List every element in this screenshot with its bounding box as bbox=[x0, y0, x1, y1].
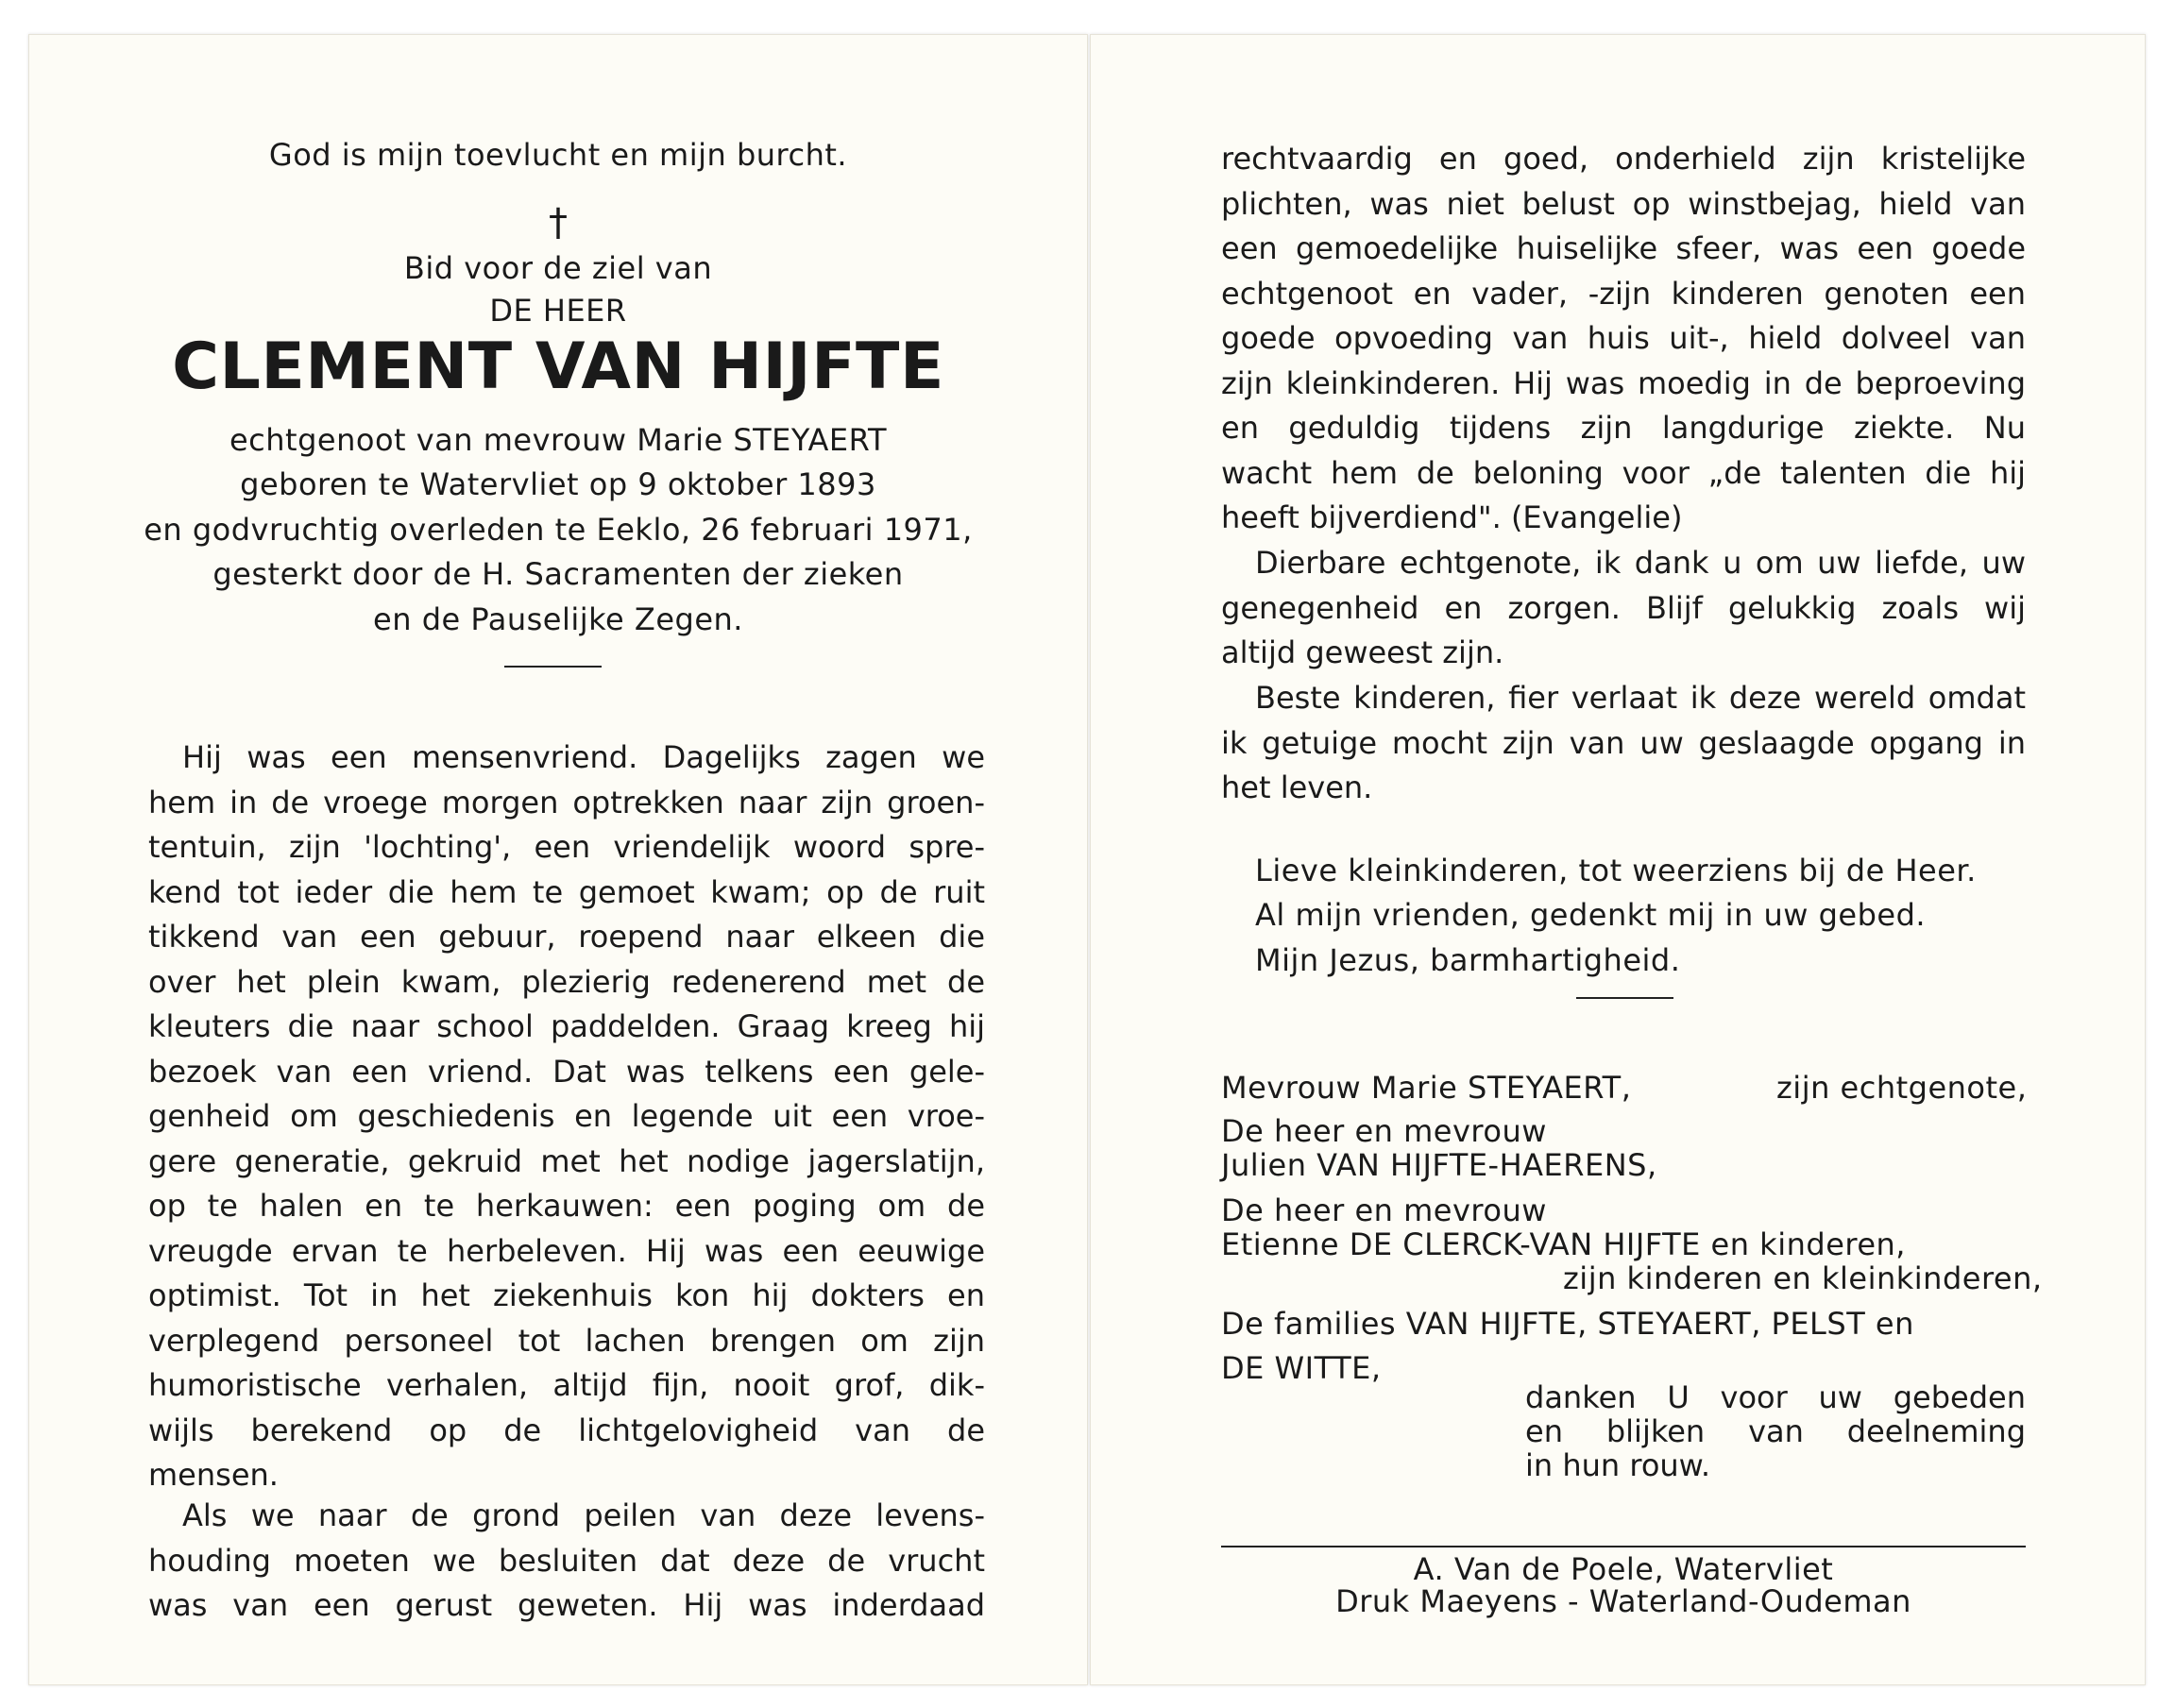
wife-role: zijn echtgenote, bbox=[1776, 1070, 2028, 1106]
pray-line: Bid voor de ziel van bbox=[403, 250, 713, 286]
text-line: genheid om geschiedenis en legende uit een vroe- bbox=[148, 1098, 985, 1134]
printer-line-2: Druk Maeyens - Waterland-Oudeman bbox=[1335, 1583, 1911, 1619]
right-page bbox=[1090, 34, 2146, 1685]
families-line-2: DE WITTE, bbox=[1221, 1350, 1382, 1386]
text-line: wacht hem de beloning voor „de talenten die hij bbox=[1221, 454, 2026, 491]
text-line: humoristische verhalen, altijd fijn, nooit grof, dik- bbox=[148, 1367, 985, 1403]
detail-sacraments: gesterkt door de H. Sacramenten der zieken bbox=[212, 556, 904, 592]
text-line: plichten, was niet belust op winstbejag, hield van bbox=[1221, 185, 2026, 222]
text-line: kend tot ieder die hem te gemoet kwam; op de ruit bbox=[148, 873, 985, 910]
text-line: een gemoedelijke huiselijke sfeer, was een goede bbox=[1221, 230, 2026, 266]
divider bbox=[504, 666, 602, 668]
text-line: gere generatie, gekruid met het nodige jagerslatijn, bbox=[148, 1142, 985, 1179]
text-line: in hun rouw. bbox=[1525, 1447, 1711, 1483]
text-line: danken U voor uw gebeden bbox=[1525, 1379, 2026, 1415]
couple1-title: De heer en mevrouw bbox=[1221, 1113, 1547, 1149]
text-line: op te halen en te herkauwen: een poging om de bbox=[148, 1188, 985, 1224]
detail-blessing: en de Pauselijke Zegen. bbox=[373, 601, 743, 637]
text-line: en geduldig tijdens zijn langdurige ziekte. Nu bbox=[1221, 410, 2026, 446]
thanks-block bbox=[1525, 1380, 2026, 1482]
farewell-grandchildren: Lieve kleinkinderen, tot weerziens bij de Heer. bbox=[1255, 853, 1977, 888]
text-line: mensen. bbox=[148, 1457, 279, 1493]
text-line: Hij was een mensenvriend. Dagelijks zagen we bbox=[182, 739, 985, 775]
detail-death: en godvruchtig overleden te Eeklo, 26 februari 1971, bbox=[144, 512, 973, 548]
text-line: hem in de vroege morgen optrekken naar zijn groen- bbox=[148, 784, 985, 820]
text-line: over het plein kwam, plezierig redenerend met de bbox=[148, 963, 985, 1000]
text-line: was van een gerust geweten. Hij was inderdaad bbox=[148, 1587, 985, 1623]
text-line: het leven. bbox=[1221, 769, 1373, 805]
text-line: wijls berekend op de lichtgelovigheid van de bbox=[148, 1412, 985, 1448]
text-line: Beste kinderen, fier verlaat ik deze wereld omdat bbox=[1255, 680, 2026, 716]
couple2-title: De heer en mevrouw bbox=[1221, 1192, 1547, 1228]
wife-name: Mevrouw Marie STEYAERT, bbox=[1221, 1070, 1632, 1106]
children-line: zijn kinderen en kleinkinderen, bbox=[1563, 1260, 2043, 1296]
text-line: tentuin, zijn 'lochting', een vriendelijk woord spre- bbox=[148, 829, 985, 865]
text-line: kleuters die naar school paddelden. Graag kreeg hij bbox=[148, 1008, 985, 1044]
motto: God is mijn toevlucht en mijn burcht. bbox=[268, 137, 848, 173]
eulogy-paragraph-2 bbox=[148, 1494, 985, 1629]
text-line: zijn kleinkinderen. Hij was moedig in de beproeving bbox=[1221, 364, 2026, 401]
couple2-names: Etienne DE CLERCK-VAN HIJFTE en kinderen, bbox=[1221, 1226, 1906, 1262]
detail-birth: geboren te Watervliet op 9 oktober 1893 bbox=[240, 466, 876, 502]
text-line: Als we naar de grond peilen van deze levens- bbox=[182, 1497, 985, 1533]
text-line: vreugde ervan te herbeleven. Hij was een eeuwige bbox=[148, 1232, 985, 1269]
text-line: bezoek van een vriend. Dat was telkens een gele- bbox=[148, 1053, 985, 1090]
text-line: echtgenoot en vader, -zijn kinderen genoten een bbox=[1221, 275, 2026, 312]
farewell-jesus: Mijn Jezus, barmhartigheid. bbox=[1255, 942, 1681, 978]
text-line: Dierbare echtgenote, ik dank u om uw liefde, uw bbox=[1255, 545, 2026, 581]
text-line: en blijken van deelneming bbox=[1525, 1413, 2026, 1449]
footer-rule bbox=[1221, 1546, 2026, 1547]
children-paragraph bbox=[1221, 676, 2026, 811]
text-line: heeft bijverdiend". (Evangelie) bbox=[1221, 499, 1683, 535]
printer-line-1: A. Van de Poele, Watervliet bbox=[1413, 1551, 1834, 1587]
couple1-names: Julien VAN HIJFTE-HAERENS, bbox=[1221, 1147, 1657, 1183]
deceased-name: CLEMENT VAN HIJFTE bbox=[172, 330, 944, 404]
text-line: verplegend personeel tot lachen brengen om zijn bbox=[148, 1322, 985, 1359]
left-page bbox=[28, 34, 1088, 1685]
families-line: De families VAN HIJFTE, STEYAERT, PELST en bbox=[1221, 1306, 1914, 1342]
text-line: genegenheid en zorgen. Blijf gelukkig zoals wij bbox=[1221, 589, 2026, 626]
cross-icon: † bbox=[549, 201, 568, 245]
spouse-paragraph bbox=[1221, 541, 2026, 676]
detail-spouse: echtgenoot van mevrouw Marie STEYAERT bbox=[229, 422, 888, 458]
text-line: tikkend van een gebuur, roepend naar elkeen die bbox=[148, 919, 985, 955]
farewell-friends: Al mijn vrienden, gedenkt mij in uw gebed. bbox=[1255, 897, 1927, 933]
text-line: altijd geweest zijn. bbox=[1221, 634, 1504, 670]
text-line: optimist. Tot in het ziekenhuis kon hij dokters en bbox=[148, 1277, 985, 1313]
text-line: rechtvaardig en goed, onderhield zijn kristelijke bbox=[1221, 141, 2026, 177]
eulogy-paragraph-1 bbox=[148, 736, 985, 1498]
text-line: houding moeten we besluiten dat deze de vrucht bbox=[148, 1542, 985, 1579]
honorific: DE HEER bbox=[489, 293, 627, 329]
text-line: goede opvoeding van huis uit-, hield dolveel van bbox=[1221, 320, 2026, 356]
divider bbox=[1576, 997, 1673, 999]
text-line: ik getuige mocht zijn van uw geslaagde opgang in bbox=[1221, 724, 2026, 761]
eulogy-paragraph-3 bbox=[1221, 137, 2026, 541]
